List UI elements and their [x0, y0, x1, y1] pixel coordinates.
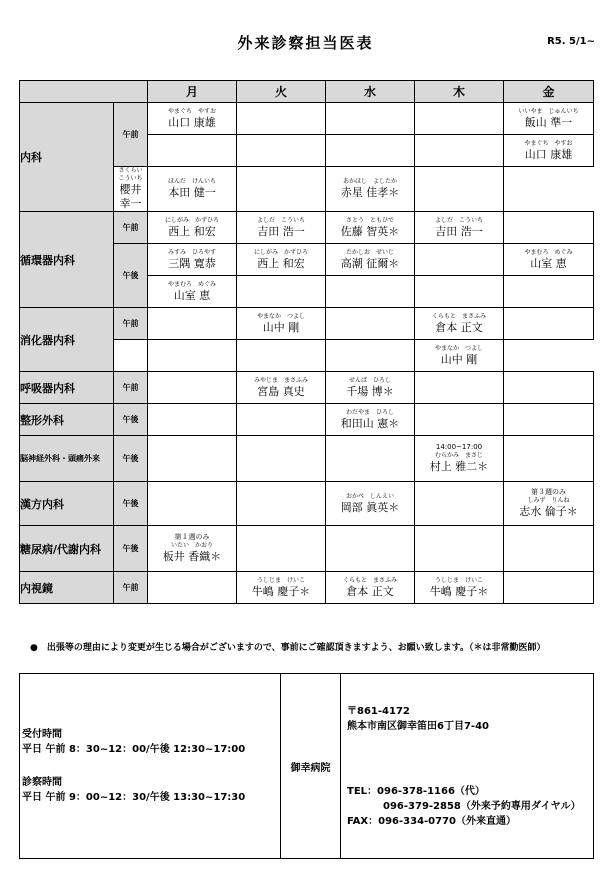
doctor-name: 山室 恵 — [530, 256, 567, 270]
doctor-name: 岡部 眞英＊ — [340, 500, 400, 514]
notice-text: ● 出張等の理由により変更が生じる場合がございますので、事前にご確認頂きますよう、お願い致します。（＊は非常勤医師） — [30, 643, 546, 653]
schedule-cell — [415, 372, 504, 404]
address: 熊本市南区御幸笛田6丁目7-40 — [347, 720, 489, 732]
department-label: 糖尿病/代謝内科 — [20, 526, 114, 572]
department-label: 内視鏡 — [20, 572, 114, 604]
doctor-reading: さとう ともひで — [345, 216, 394, 224]
doctor-reading: せんば ひろし — [348, 376, 391, 384]
doctor-reading: みやじま まさふみ — [253, 376, 308, 384]
schedule-row — [20, 404, 594, 436]
schedule-cell — [237, 436, 326, 482]
doctor-name: 赤星 佳孝＊ — [340, 186, 400, 199]
schedule-cell — [237, 404, 326, 436]
department-label: 内科 — [20, 103, 114, 212]
department-label: 消化器内科 — [20, 308, 114, 372]
schedule-cell — [415, 276, 504, 308]
schedule-cell — [415, 436, 504, 482]
session-label: 午前 — [114, 308, 148, 340]
schedule-cell — [504, 436, 594, 482]
schedule-row — [20, 372, 594, 404]
day-header: 水 — [326, 81, 415, 103]
schedule-note: 14:00~17:00 — [435, 443, 483, 451]
session-label: 午前 — [114, 103, 148, 167]
schedule-cell — [148, 103, 237, 135]
doctor-name: 佐藤 智英＊ — [340, 224, 400, 238]
doctor-reading: わだやま ひろし — [345, 408, 394, 416]
doctor-name: 飯山 準一 — [524, 115, 573, 129]
schedule-cell — [237, 167, 326, 212]
doctor-name: 宮島 真史 — [257, 384, 305, 398]
tel-reservation: 096-379-2858（外来予約専用ダイヤル） — [383, 800, 581, 812]
schedule-cell — [237, 103, 326, 135]
schedule-cell — [504, 572, 594, 604]
schedule-cell — [148, 340, 237, 372]
schedule-cell — [326, 482, 415, 526]
doctor-name: 山口 康雄 — [168, 115, 216, 129]
doctor-reading: さくらい こういち — [118, 167, 149, 182]
doctor-name: 志水 倫子＊ — [519, 505, 578, 518]
day-header: 火 — [237, 81, 326, 103]
schedule-cell — [415, 244, 504, 276]
schedule-cell — [148, 436, 237, 482]
schedule-cell — [326, 135, 415, 167]
doctor-name: 村上 雅二＊ — [429, 460, 489, 473]
doctor-reading: みすみ ひろやす — [167, 248, 216, 256]
schedule-cell — [504, 372, 594, 404]
schedule-table — [19, 80, 594, 604]
doctor-name: 牛嶋 慶子＊ — [429, 584, 489, 598]
schedule-note: 第３週のみ — [531, 488, 566, 496]
doctor-name: 高潮 征爾＊ — [340, 256, 400, 270]
schedule-cell — [504, 212, 594, 244]
doctor-reading: むらかみ まさじ — [434, 452, 483, 459]
doctor-name: 西上 和宏 — [257, 256, 305, 270]
session-label: 午後 — [114, 404, 148, 436]
schedule-cell — [504, 135, 594, 167]
schedule-cell — [415, 167, 504, 212]
doctor-reading: うしじま けいこ — [434, 576, 483, 584]
schedule-cell — [148, 167, 237, 212]
doctor-reading: やまなか つよし — [434, 344, 483, 352]
doctor-name: 山中 剛 — [262, 320, 300, 334]
reception-hours: 平日 午前 8：30~12：00/午後 12:30~17:00 — [22, 744, 246, 755]
doctor-name: 千場 博＊ — [346, 384, 394, 398]
doctor-name: 倉本 正文 — [435, 320, 483, 334]
schedule-cell — [237, 526, 326, 572]
department-label: 呼吸器内科 — [20, 372, 114, 404]
doctor-name: 板井 香織＊ — [162, 550, 222, 563]
schedule-row — [20, 103, 594, 135]
schedule-cell — [237, 244, 326, 276]
department-label: 漢方内科 — [20, 482, 114, 526]
schedule-cell — [504, 276, 594, 308]
schedule-row — [20, 212, 594, 244]
doctor-name: 三隅 寛恭 — [168, 256, 216, 270]
schedule-cell — [415, 482, 504, 526]
schedule-cell — [326, 276, 415, 308]
department-label: 整形外科 — [20, 404, 114, 436]
doctor-reading: いたい かおり — [170, 542, 213, 549]
schedule-cell — [504, 404, 594, 436]
schedule-cell — [415, 572, 504, 604]
doctor-reading: よしだ こういち — [434, 216, 483, 224]
doctor-name: 山中 剛 — [440, 352, 478, 366]
schedule-cell — [148, 482, 237, 526]
session-label: 午前 — [114, 372, 148, 404]
schedule-cell — [326, 436, 415, 482]
schedule-cell — [326, 103, 415, 135]
schedule-cell — [504, 244, 594, 276]
doctor-reading: うしじま けいこ — [256, 576, 305, 584]
schedule-cell — [326, 212, 415, 244]
day-header-row — [20, 81, 594, 103]
doctor-reading: たかしお せいじ — [345, 248, 394, 256]
schedule-cell — [504, 482, 594, 526]
schedule-cell — [504, 103, 594, 135]
fax-number: FAX：096-334-0770（外来直通） — [347, 815, 517, 827]
schedule-cell — [237, 340, 326, 372]
session-label: 午後 — [114, 244, 148, 308]
session-label: 午前 — [114, 572, 148, 604]
schedule-cell — [326, 526, 415, 572]
doctor-name: 櫻井 幸一 — [119, 183, 142, 210]
info-table — [19, 673, 594, 859]
doctor-name: 山室 恵 — [173, 288, 211, 302]
doctor-name: 和田山 憲＊ — [340, 416, 400, 430]
schedule-cell — [504, 308, 594, 340]
contact-cell — [341, 674, 594, 859]
doctor-reading: やまむろ めぐみ — [167, 280, 216, 288]
schedule-cell — [415, 340, 504, 372]
schedule-cell — [326, 404, 415, 436]
doctor-name: 本田 健一 — [168, 186, 216, 199]
postal-code: 〒861-4172 — [347, 705, 410, 717]
schedule-cell — [237, 135, 326, 167]
department-label: 循環器内科 — [20, 212, 114, 308]
session-label: 午後 — [114, 482, 148, 526]
schedule-cell — [148, 135, 237, 167]
schedule-cell — [148, 372, 237, 404]
schedule-cell — [148, 308, 237, 340]
schedule-cell — [415, 135, 504, 167]
schedule-cell — [114, 167, 148, 212]
doctor-reading: ほんだ けんいち — [167, 178, 216, 185]
doctor-reading: やまなか つよし — [256, 312, 305, 320]
schedule-cell — [148, 244, 237, 276]
doctor-reading: あかほし よしたか — [342, 178, 397, 185]
schedule-cell — [415, 404, 504, 436]
doctor-name: 吉田 浩一 — [257, 224, 305, 238]
doctor-reading: やまむろ めぐみ — [524, 248, 573, 256]
schedule-cell — [415, 308, 504, 340]
doctor-name: 西上 和宏 — [168, 224, 216, 238]
schedule-cell — [237, 212, 326, 244]
consult-hours: 平日 午前 9：00~12：30/午後 13:30~17:30 — [22, 792, 246, 803]
schedule-cell — [326, 340, 415, 372]
schedule-cell — [114, 340, 148, 372]
schedule-cell — [415, 103, 504, 135]
schedule-cell — [415, 212, 504, 244]
hours-cell — [20, 674, 281, 859]
department-label: 脳神経外科・頭痛外来 — [20, 436, 114, 482]
schedule-cell — [326, 572, 415, 604]
schedule-cell — [237, 308, 326, 340]
effective-date: R5. 5/1~ — [547, 36, 595, 47]
schedule-cell — [504, 526, 594, 572]
doctor-reading: いいやま じゅんいち — [518, 107, 579, 115]
doctor-reading: しみず りんね — [527, 497, 570, 504]
doctor-reading: くらもと まさふみ — [431, 312, 486, 320]
schedule-cell — [326, 167, 415, 212]
schedule-cell — [326, 372, 415, 404]
tel-main: TEL：096-378-1166（代） — [347, 785, 485, 797]
schedule-row — [20, 526, 594, 572]
schedule-cell — [237, 572, 326, 604]
schedule-cell — [326, 308, 415, 340]
schedule-row — [20, 308, 594, 340]
schedule-cell — [237, 372, 326, 404]
schedule-cell — [237, 482, 326, 526]
schedule-cell — [148, 212, 237, 244]
session-label: 午前 — [114, 212, 148, 244]
doctor-name: 山口 康雄 — [524, 147, 573, 161]
hospital-name: 御幸病院 — [281, 674, 341, 859]
doctor-reading: やまぐち やすお — [167, 107, 216, 115]
doctor-reading: にしがみ かずひろ — [253, 248, 308, 256]
schedule-cell — [148, 526, 237, 572]
schedule-cell — [148, 572, 237, 604]
day-header: 月 — [148, 81, 237, 103]
doctor-name: 吉田 浩一 — [435, 224, 483, 238]
corner-cell — [20, 81, 148, 103]
schedule-cell — [148, 276, 237, 308]
schedule-row — [20, 482, 594, 526]
schedule-cell — [237, 276, 326, 308]
schedule-cell — [415, 526, 504, 572]
schedule-note: 第１週のみ — [174, 533, 210, 541]
doctor-name: 牛嶋 慶子＊ — [251, 584, 311, 598]
session-label: 午後 — [114, 526, 148, 572]
schedule-cell — [148, 404, 237, 436]
doctor-reading: おかべ しんえい — [345, 492, 394, 500]
reception-label: 受付時間 — [22, 729, 62, 740]
day-header: 金 — [504, 81, 594, 103]
doctor-reading: やまぐち やすお — [524, 139, 573, 147]
schedule-cell — [326, 244, 415, 276]
doctor-name: 倉本 正文 — [346, 584, 394, 598]
doctor-reading: よしだ こういち — [256, 216, 305, 224]
page-title: 外来診察担当医表 — [237, 34, 374, 52]
doctor-reading: にしがみ かずひろ — [164, 216, 219, 224]
day-header: 木 — [415, 81, 504, 103]
doctor-reading: くらもと まさふみ — [342, 576, 397, 584]
consult-label: 診察時間 — [22, 777, 62, 788]
schedule-row — [20, 572, 594, 604]
schedule-row — [20, 436, 594, 482]
session-label: 午後 — [114, 436, 148, 482]
